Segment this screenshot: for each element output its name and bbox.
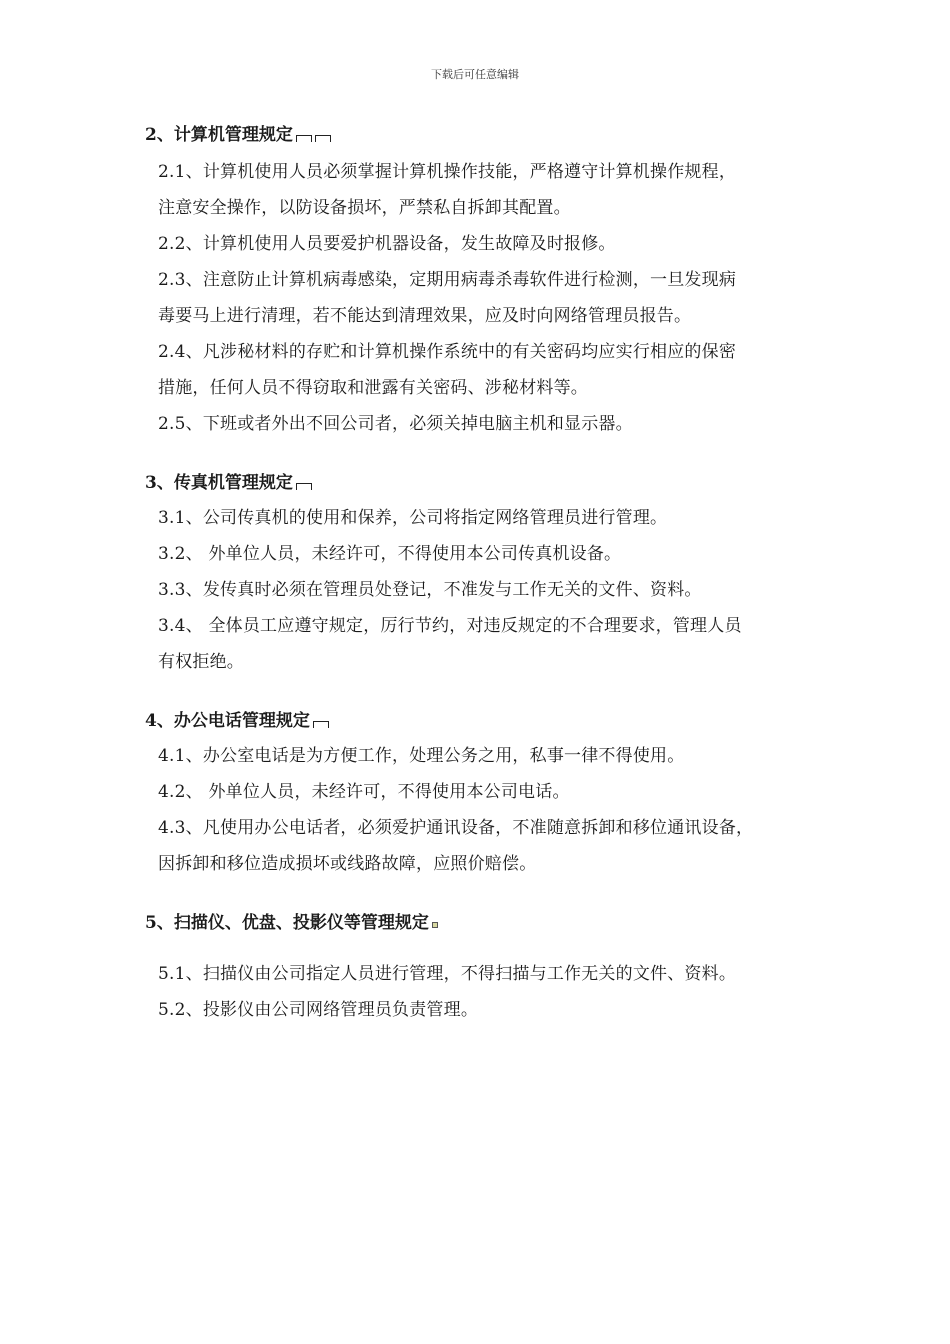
heading-text: 3、传真机管理规定 [145,473,293,493]
paragraph-line: 4.3、凡使用办公电话者，必须爱护通讯设备，不准随意拆卸和移位通讯设备， [158,818,754,838]
list-item [145,154,825,226]
list-item [145,262,825,334]
list-item [145,334,825,406]
paragraph-line: 2.4、凡涉秘材料的存贮和计算机操作系统中的有关密码均应实行相应的保密 [158,342,737,362]
section-heading [145,910,825,936]
list-item [145,572,825,608]
paragraph-line: 2.3、注意防止计算机病毒感染，定期用病毒杀毒软件进行检测，一旦发现病 [158,270,737,290]
page-header: 下载后可任意编辑 [431,68,519,81]
format-mark-icon [315,135,331,142]
paragraph-line: 因拆卸和移位造成损坏或线路故障，应照价赔偿。 [158,854,537,874]
heading-text: 4、办公电话管理规定 [145,711,310,731]
paragraph-line: 4.1、办公室电话是为方便工作，处理公务之用，私事一律不得使用。 [158,746,685,766]
paragraph-line: 5.1、扫描仪由公司指定人员进行管理，不得扫描与工作无关的文件、资料。 [158,964,737,984]
heading-text: 5、扫描仪、优盘、投影仪等管理规定 [145,913,429,933]
paragraph-line: 注意安全操作，以防设备损坏，严禁私自拆卸其配置。 [158,198,571,218]
paragraph-line: 毒要马上进行清理，若不能达到清理效果，应及时向网络管理员报告。 [158,306,692,326]
list-item [145,774,825,810]
section-heading [145,470,825,496]
format-mark-icon [313,721,329,728]
list-item [145,536,825,572]
section-heading [145,708,825,734]
format-mark-icon [296,483,312,490]
section-phone [145,708,825,882]
paragraph-line: 3.2、 外单位人员，未经许可，不得使用本公司传真机设备。 [158,544,622,564]
paragraph-line: 3.4、 全体员工应遵守规定，厉行节约，对违反规定的不合理要求，管理人员 [158,616,742,636]
list-item [145,500,825,536]
format-mark-icon [296,135,312,142]
paragraph-line: 4.2、 外单位人员，未经许可，不得使用本公司电话。 [158,782,570,802]
paragraph-line: 2.5、下班或者外出不回公司者，必须关掉电脑主机和显示器。 [158,414,633,434]
paragraph-line: 2.2、计算机使用人员要爱护机器设备，发生故障及时报修。 [158,234,616,254]
list-item [145,810,825,882]
format-mark-icon [432,922,438,928]
list-item [145,406,825,442]
section-heading [145,122,825,148]
document-body [145,122,825,1028]
list-item [145,956,825,992]
paragraph-line: 3.3、发传真时必须在管理员处登记，不准发与工作无关的文件、资料。 [158,580,702,600]
heading-text: 2、计算机管理规定 [145,125,293,145]
list-item [145,738,825,774]
paragraph-line: 措施，任何人员不得窃取和泄露有关密码、涉秘材料等。 [158,378,588,398]
section-computer [145,122,825,442]
paragraph-line: 有权拒绝。 [158,652,244,672]
list-item [145,226,825,262]
paragraph-line: 2.1、计算机使用人员必须掌握计算机操作技能，严格遵守计算机操作规程， [158,162,737,182]
section-fax [145,470,825,680]
paragraph-line: 5.2、投影仪由公司网络管理员负责管理。 [158,1000,479,1020]
paragraph-line: 3.1、公司传真机的使用和保养，公司将指定网络管理员进行管理。 [158,508,668,528]
list-item [145,992,825,1028]
section-scanner [145,910,825,1028]
list-item [145,608,825,680]
